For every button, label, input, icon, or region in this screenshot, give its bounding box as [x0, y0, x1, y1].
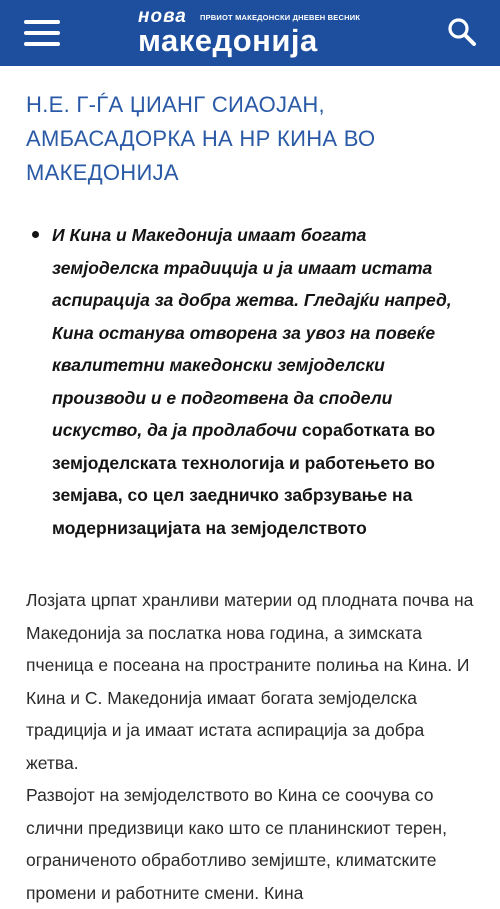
article-paragraph-1: Лозјата црпат хранливи материи од плодната почва на Македонија за послатка нова година, а зимската пченица е посеана на пространите полиња на Кина. И Кина и С. Македонија имаат богата земјоделска традиција и ја имаат истата аспирација за добра жетва. [26, 590, 474, 773]
search-icon-graphic [446, 16, 478, 48]
article-paragraph-2: Развојот на земјоделството во Кина се соочува со слични предизвици како што се планинскиот терен, ограниченото обработливо земјиште, климатските промени и работните смени. Кина [26, 785, 447, 903]
article-highlight [26, 219, 478, 544]
bullet-point [32, 231, 39, 238]
hamburger-menu-icon[interactable] [24, 20, 60, 46]
article-content [26, 66, 478, 909]
highlight-italic-text: И Кина и Македонија имаат богата земјоделска традиција и ја имаат истата аспирација за добра жетва. Гледајќи напред, Кина останува отворена за увоз на повеќе квалитетни македонски земјоделски производи и е подготвена да сподели искуство, да ја продлабочи [52, 225, 452, 440]
menu-line [24, 42, 60, 46]
logo-main-text: македонија [138, 23, 318, 58]
logo-tagline: ПРВИОТ МАКЕДОНСКИ ДНЕВЕН ВЕСНИК [200, 13, 361, 22]
menu-line [24, 31, 60, 35]
search-icon[interactable] [446, 16, 478, 48]
logo-nova-text: нова [138, 6, 187, 27]
menu-line [24, 20, 60, 24]
top-navigation-bar [0, 0, 500, 66]
highlight-bold-text: соработката во земјоделската технологија и работењето во земјава, со цел заедничко забрзување на модернизацијата на земјоделството [52, 420, 436, 538]
article-title: Н.Е. Г-ЃА ЏИАНГ СИАОЈАН, АМБАСАДОРКА НА НР КИНА ВО МАКЕДОНИЈА [26, 92, 376, 185]
site-logo[interactable] [138, 7, 370, 59]
